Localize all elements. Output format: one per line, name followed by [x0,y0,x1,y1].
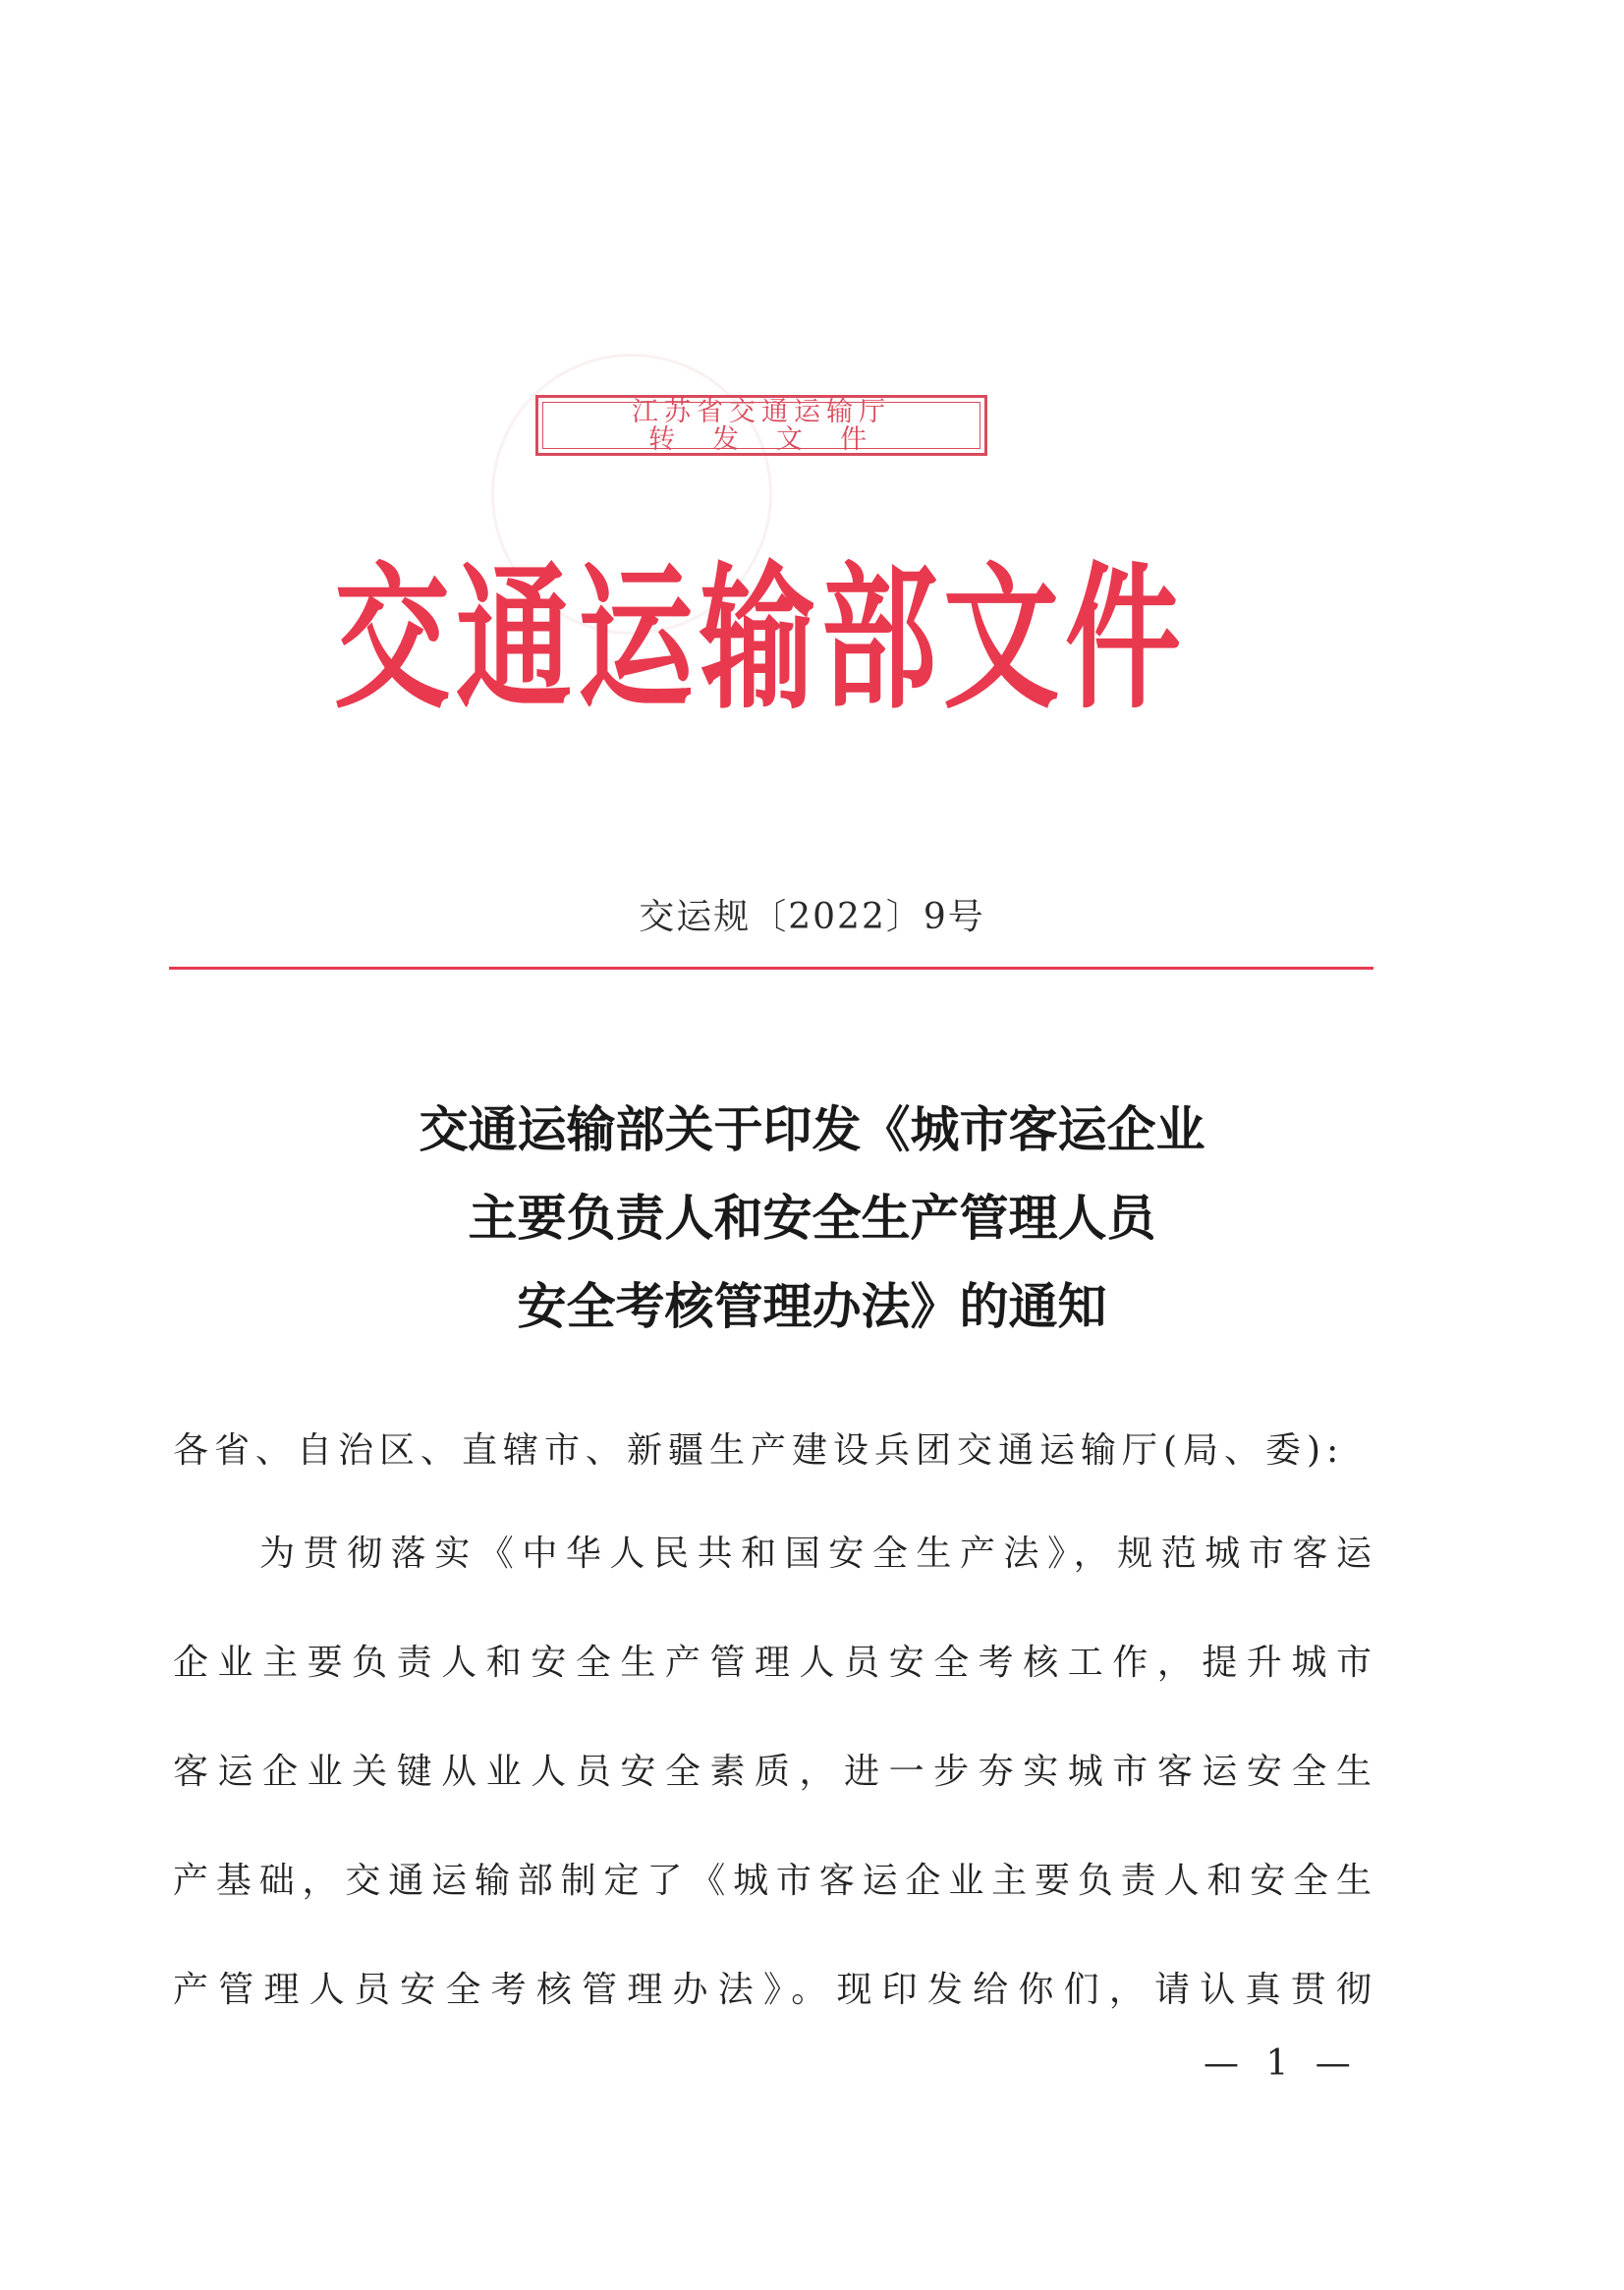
page-number: — 1 — [1204,2043,1359,2084]
document-title [0,1086,1624,1351]
salutation: 各省、自治区、直辖市、新疆生产建设兵团交通运输厅(局、委): [173,1430,1345,1471]
body-line: 为贯彻落实《中华人民共和国安全生产法》，规范城市客运 [259,1534,1372,1574]
title-line-2: 主要负责人和安全生产管理人员 [468,1190,1156,1247]
title-line-1: 交通运输部关于印发《城市客运企业 [419,1101,1205,1158]
body-line: 产基础，交通运输部制定了《城市客运企业主要负责人和安全生 [173,1861,1372,1901]
stamp-line-2: 转发文件 [648,424,904,455]
body-paragraph [173,1525,1372,2070]
red-divider-line [169,967,1373,970]
forwarding-stamp [535,395,987,456]
red-masthead: 交通运输部文件 [334,546,1188,731]
document-number: 交运规〔2022〕9号 [639,897,985,937]
title-line-3: 安全考核管理办法》的通知 [517,1278,1107,1335]
stamp-line-1: 江苏省交通运输厅 [632,397,891,427]
body-line: 客运企业关键从业人员安全素质，进一步夯实城市客运安全生 [173,1752,1372,1792]
body-line: 企业主要负责人和安全生产管理人员安全考核工作，提升城市 [173,1643,1372,1683]
body-line: 产管理人员安全考核管理办法》。现印发给你们，请认真贯彻 [173,1970,1372,2010]
